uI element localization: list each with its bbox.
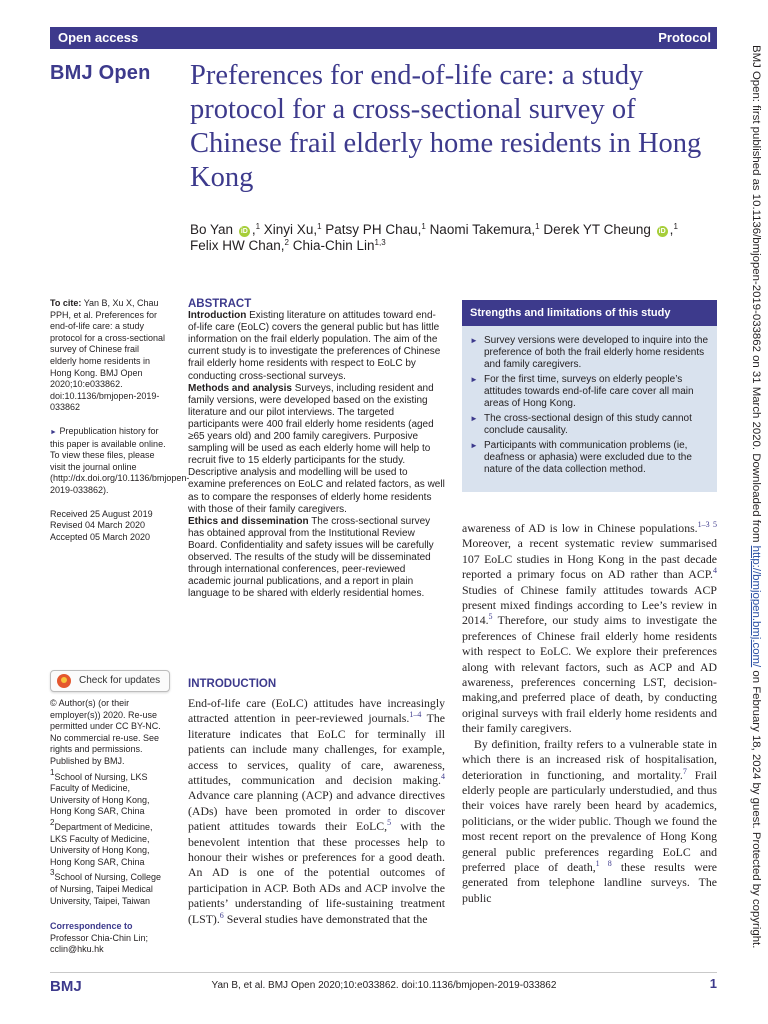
open-access-label: Open access (58, 30, 139, 45)
author-name: Bo Yan (190, 222, 234, 237)
bmj-logo: BMJ (50, 978, 82, 995)
citation-sidebar (50, 298, 190, 555)
check-for-updates-button[interactable] (50, 670, 170, 692)
ethics-label: Ethics and dissemination (188, 515, 309, 527)
author-name: Xinyi Xu, (263, 222, 318, 237)
body-text: awareness of AD is low in Chinese populations. (462, 521, 698, 535)
triangle-bullet-icon: ► (470, 375, 478, 384)
correspondence-label: Correspondence to (50, 921, 133, 932)
triangle-bullet-icon: ► (50, 428, 57, 436)
orcid-icon[interactable]: iD (658, 228, 666, 235)
body-text: Therefore, our study aims to investigate the preferences of Chinese frail elderly home residents with respect to EoLC. We explore their preferences along with relevant factors, such as ACP and AD awareness, preferences concerning LST, decision-making,and preferred place of death, by conducting original surveys with frail elderly home residents and their family caregivers. (462, 613, 717, 736)
reference-link[interactable]: 4 (441, 772, 445, 782)
page-number: 1 (709, 976, 717, 991)
author-affiliation: 1 (255, 222, 261, 231)
list-item: ► For the first time, surveys on elderly people’s attitudes towards end-of-life care cover all main areas of Hong Kong. (470, 374, 694, 409)
reference-link[interactable]: 1–4 (409, 710, 422, 720)
author-list: Bo Yan iD ,$^1$ Xinyi Xu,$^1$ Patsy PH Chau,$^1$ Naomi Takemura,$^1$ Derek YT Cheung iD ,$^1$ Felix HW Chan,$^2$ Chia-Chin Lin$^{1,3}$ (190, 222, 678, 253)
cite-label: To cite: (50, 298, 82, 308)
introduction-body (188, 696, 445, 927)
author-affiliation: 1 (421, 222, 426, 231)
author-affiliation: 1 (673, 222, 678, 231)
introduction-heading: INTRODUCTION (188, 678, 277, 690)
revised-date: Revised 04 March 2020 (50, 520, 146, 531)
intro-text: The literature indicates that EoLC for terminally ill patients can include many challenges, for example, access to services, quality of care, awareness, attitudes, communication and decision making. (188, 711, 445, 788)
right-column-body (462, 521, 717, 906)
reference-link[interactable]: 1 8 (595, 858, 612, 868)
triangle-bullet-icon: ► (470, 414, 478, 423)
author-name: Felix HW Chan, (190, 238, 285, 253)
body-text: Moreover, a recent systematic review summarised 107 EoLC studies in Hong Kong in the past decade reported a primary focus on AD rather than ACP. (462, 536, 717, 582)
vertical-download-note (746, 45, 766, 980)
correspondence-name: Professor Chia-Chin Lin; (50, 932, 149, 943)
reference-link[interactable]: 1–3 5 (697, 520, 718, 529)
copyright-note: © Author(s) (or their employer(s)) 2020. Re-use permitted under CC BY-NC. No commercial re-use. See rights and permissions. Published by BMJ. (50, 698, 161, 766)
triangle-bullet-icon: ► (470, 441, 478, 450)
author-affiliation: 2 (284, 238, 289, 247)
list-item: ► Participants with communication problems (ie, deafness or aphasia) were excluded due to the nature of the data collection method. (470, 440, 692, 475)
author-name: Patsy PH Chau, (325, 222, 422, 237)
journal-link[interactable]: http://bmjopen.bmj.com/ (750, 545, 762, 668)
methods-text: Surveys, including resident and family versions, were developed based on the existing literature and our pilot interviews. The targeted participants were 400 frail elderly home residents (aged ≥65 years old) and 200 family caregivers. Purposive sampling will be used as each elderly home will help to recruit five to 15 elderly participants for the study. Descriptive analysis and modelling will be used to examine preferences on EoLC and related factors, as well as to compare the responses of elderly home residents with those of their family caregivers. (188, 382, 445, 515)
check-for-updates-label: Check for updates (79, 675, 161, 686)
abstract-section (188, 298, 445, 600)
header-bar (50, 27, 717, 49)
abstract-heading: ABSTRACT (188, 298, 252, 310)
author-affiliation: 1 (317, 222, 322, 231)
author-affiliation: 1,3 (374, 238, 386, 247)
footer-divider (50, 972, 717, 973)
accepted-date: Accepted 05 March 2020 (50, 531, 151, 542)
crossmark-icon (57, 674, 71, 688)
body-text: these results were generated from telephone landline surveys. The public (462, 859, 718, 905)
affiliations-block: © Author(s) (or their employer(s)) 2020. Re-use permitted under CC BY-NC. No commercial re-use. See rights and permissions. Published by BMJ. $^1$School of Nursing, LKS Faculty of Medicine, University of Hong Kong, Hong Kong SAR, China $^2$Department of Medicine, LKS Faculty of Medicine, University of Hong Kong, Hong Kong SAR, China $^3$School of Nursing, College of Nursing, Taipei Medical University, Taipei, Taiwan Correspondence to Professor Chia-Chin Lin; cclin@hku.hk (50, 698, 170, 956)
body-text: Frail elderly people are particularly understudied, and thus their voices have rarely been heard by academics, politicians, or the wider public. Though we found the most recent report on the prevalence of Hong Kong general public preferences regarding EoLC and preferred place of death, (462, 767, 718, 874)
received-date: Received 25 August 2019 (50, 508, 153, 519)
vertical-note-text: BMJ Open: first published as 10.1136/bmjopen-2019-033862 on 31 March 2020. Downloaded from (750, 45, 762, 546)
footer-citation: Yan B, et al. BMJ Open 2020;10:e033862. doi:10.1136/bmjopen-2019-033862 (211, 980, 557, 991)
correspondence-email[interactable]: cclin@hku.hk (50, 944, 104, 955)
prepublication-note[interactable]: Prepublication history for this paper is available online. To view these files, please visit the journal online (http://dx.doi.org/10.1136/bmjopen-2019-033862). (50, 425, 190, 495)
orcid-icon[interactable]: iD (240, 228, 248, 235)
affiliation-3: School of Nursing, College of Nursing, Taipei Medical University, Taipei, Taiwan (50, 872, 162, 906)
reference-link[interactable]: 6 (219, 910, 224, 920)
intro-text: End-of-life care (EoLC) attitudes have increasingly attracted attention in peer-reviewed journals. (188, 696, 445, 726)
affiliation-2: Department of Medicine, LKS Faculty of Medicine, University of Hong Kong, Hong Kong SAR, China (50, 821, 153, 867)
intro-text: Advance care planning (ACP) and advance directives (ADs) have been promoted in order to discover patient attitudes towards their EoLC, (188, 788, 445, 834)
cite-text: Yan B, Xu X, Chau PPH, et al. Preferences for end-of-life care: a study protocol for a cross-sectional survey of Chinese frail elderly home residents in Hong Kong. BMJ Open 2020;10:e033862. doi:10.1136/bmjopen-2019-033862 (50, 298, 166, 413)
strengths-heading: Strengths and limitations of this study (462, 300, 717, 326)
list-item: ► The cross-sectional design of this study cannot conclude causality. (470, 413, 692, 436)
body-text: Studies of Chinese family attitudes towards ACP present mixed findings according to Lee’s review in 2014. (462, 582, 717, 628)
ethics-text: The cross-sectional survey has obtained approval from the Institutional Review Board. Confidentiality and safety issues will be carefully observed. The results of the study will be disseminated through international conferences, peer-reviewed academic journal publications, and a report in plain language to be shared with elderly residential homes. (188, 515, 434, 600)
intro-label: Introduction (188, 310, 247, 322)
author-name: Derek YT Cheung (543, 222, 651, 237)
journal-brand: BMJ Open (50, 62, 151, 84)
reference-link[interactable]: 4 (713, 566, 717, 576)
reference-link[interactable]: 5 (387, 818, 392, 828)
author-name: Chia-Chin Lin (292, 238, 375, 253)
intro-text: Several studies have demonstrated that the (223, 911, 428, 926)
article-type-label: Protocol (658, 30, 711, 45)
strengths-limitations-box (462, 300, 717, 492)
list-item: ► Survey versions were developed to inquire into the preference of both the frail elderly home residents and family caregivers. (470, 335, 709, 370)
methods-label: Methods and analysis (188, 382, 292, 394)
intro-text: Existing literature on attitudes toward end-of-life care (EoLC) covers the general public but has little information on the frail elderly population. The aim of the current study is to investigate the preferences of Chinese frail elderly home residents with respect to EoLC by conducting cross-sectional surveys. (188, 310, 441, 382)
article-title: Preferences for end-of-life care: a study protocol for a cross-sectional survey of Chinese frail elderly home residents in Hong Kong (190, 60, 702, 193)
reference-link[interactable]: 7 (682, 766, 687, 776)
triangle-bullet-icon: ► (470, 336, 478, 345)
strengths-list (470, 335, 710, 479)
reference-link[interactable]: 5 (488, 612, 493, 622)
body-text: By definition, frailty refers to a vulnerable state in which there is an increased risk of hospitalisation, deterioration in functioning, and mortality. (462, 736, 717, 782)
author-name: Naomi Takemura, (429, 222, 536, 237)
intro-text: with the benevolent intention that these processes help to honour their wishes or preferences for a good death. An AD is one of the potential outcomes of participation in ACP. Both ADs and ACP involve the patients’ understanding of life-sustaining treatment (LST). (188, 819, 445, 926)
affiliation-1: School of Nursing, LKS Faculty of Medicine, University of Hong Kong, Hong Kong SAR, China (50, 771, 150, 817)
author-affiliation: 1 (535, 222, 540, 231)
vertical-note-text: on February 18, 2024 by guest. Protected by copyright. (750, 667, 762, 949)
